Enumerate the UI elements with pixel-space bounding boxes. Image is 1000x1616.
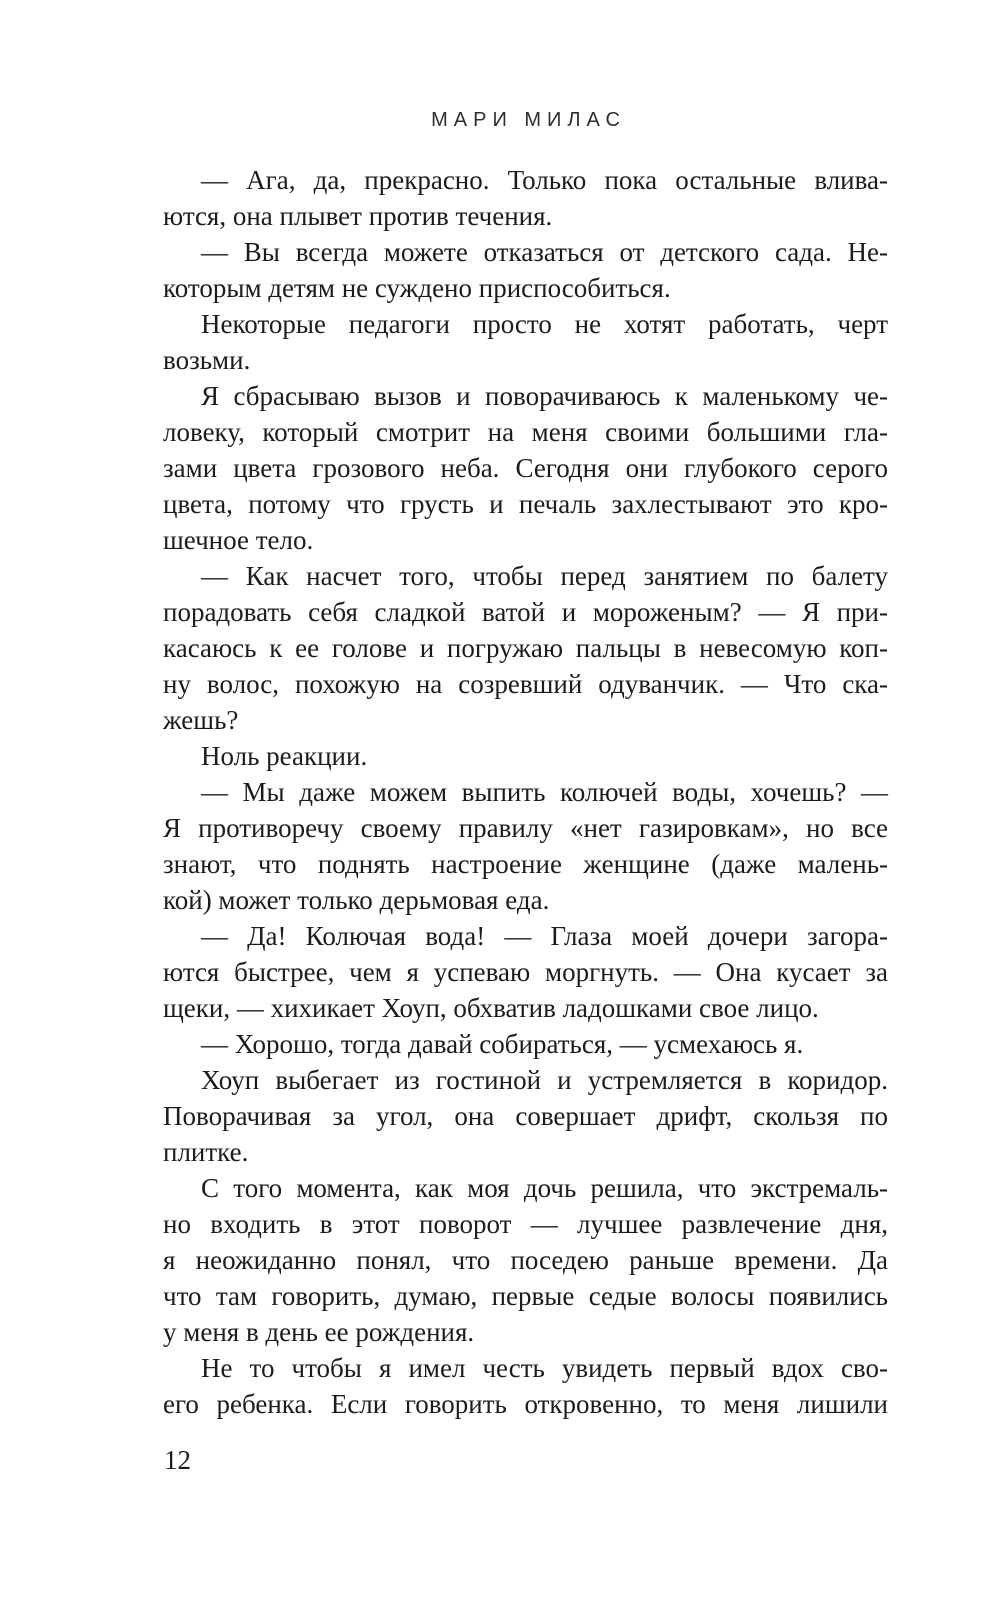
text-line: касаюсь к ее голове и погружаю пальцы в невесомую коп- bbox=[163, 633, 888, 663]
text-line: — Мы даже можем выпить колючей воды, хочешь? — bbox=[201, 777, 888, 807]
paragraph bbox=[163, 234, 888, 306]
body-text bbox=[163, 162, 888, 1422]
text-line: Хоуп выбегает из гостиной и устремляется в коридор. bbox=[201, 1065, 888, 1095]
text-line: но входить в этот поворот — лучшее развлечение дня, bbox=[163, 1209, 888, 1239]
text-line: зами цвета грозового неба. Сегодня они глубокого серого bbox=[163, 453, 888, 483]
text-line: — Хорошо, тогда давай собираться, — усмехаюсь я. bbox=[201, 1029, 804, 1059]
text-line: — Ага, да, прекрасно. Только пока остальные влива- bbox=[201, 165, 888, 195]
text-line: которым детям не суждено приспособиться. bbox=[163, 273, 671, 303]
text-line: ловеку, который смотрит на меня своими большими гла- bbox=[163, 417, 888, 447]
text-line: Не то чтобы я имел честь увидеть первый вдох сво- bbox=[201, 1353, 888, 1383]
paragraph bbox=[163, 738, 888, 774]
text-line: Я противоречу своему правилу «нет газировкам», но все bbox=[163, 813, 888, 843]
text-line: Некоторые педагоги просто не хотят работать, черт bbox=[201, 309, 888, 339]
text-line: возьми. bbox=[163, 345, 251, 375]
text-line: цвета, потому что грусть и печаль захлестывают это кро- bbox=[163, 489, 888, 519]
text-line: С того момента, как моя дочь решила, что экстремаль- bbox=[201, 1173, 888, 1203]
running-header: МАРИ МИЛАС bbox=[431, 109, 626, 131]
text-line: что там говорить, думаю, первые седые волосы появились bbox=[163, 1281, 888, 1311]
text-line: шечное тело. bbox=[163, 525, 314, 555]
paragraph bbox=[163, 306, 888, 378]
paragraph bbox=[163, 378, 888, 558]
paragraph bbox=[163, 162, 888, 234]
text-line: плитке. bbox=[163, 1137, 249, 1167]
text-line: Я сбрасываю вызов и поворачиваюсь к маленькому че- bbox=[201, 381, 888, 411]
paragraph bbox=[163, 774, 888, 918]
paragraph bbox=[163, 1350, 888, 1422]
text-line: щеки, — хихикает Хоуп, обхватив ладошками свое лицо. bbox=[163, 993, 819, 1023]
paragraph bbox=[163, 1026, 888, 1062]
text-line: — Вы всегда можете отказаться от детского сада. Не- bbox=[201, 237, 888, 267]
text-line: — Как насчет того, чтобы перед занятием по балету bbox=[201, 561, 888, 591]
text-line: я неожиданно понял, что поседею раньше времени. Да bbox=[163, 1245, 888, 1275]
text-line: ну волос, похожую на созревший одуванчик. — Что ска- bbox=[163, 669, 888, 699]
text-line: ются, она плывет против течения. bbox=[163, 201, 553, 231]
paragraph bbox=[163, 558, 888, 738]
text-line: кой) может только дерьмовая еда. bbox=[163, 885, 550, 915]
text-line: у меня в день ее рождения. bbox=[163, 1317, 475, 1347]
paragraph bbox=[163, 1062, 888, 1170]
paragraph bbox=[163, 918, 888, 1026]
text-line: жешь? bbox=[163, 705, 239, 735]
text-line: ются быстрее, чем я успеваю моргнуть. — Она кусает за bbox=[163, 957, 888, 987]
text-line: Ноль реакции. bbox=[201, 741, 368, 771]
text-line: знают, что поднять настроение женщине (даже малень- bbox=[163, 849, 888, 879]
page-number: 12 bbox=[164, 1445, 191, 1475]
text-line: Поворачивая за угол, она совершает дрифт, скользя по bbox=[163, 1101, 888, 1131]
paragraph bbox=[163, 1170, 888, 1350]
text-line: его ребенка. Если говорить откровенно, то меня лишили bbox=[163, 1389, 888, 1419]
text-line: — Да! Колючая вода! — Глаза моей дочери загора- bbox=[201, 921, 888, 951]
text-line: порадовать себя сладкой ватой и мороженым? — Я при- bbox=[163, 597, 888, 627]
